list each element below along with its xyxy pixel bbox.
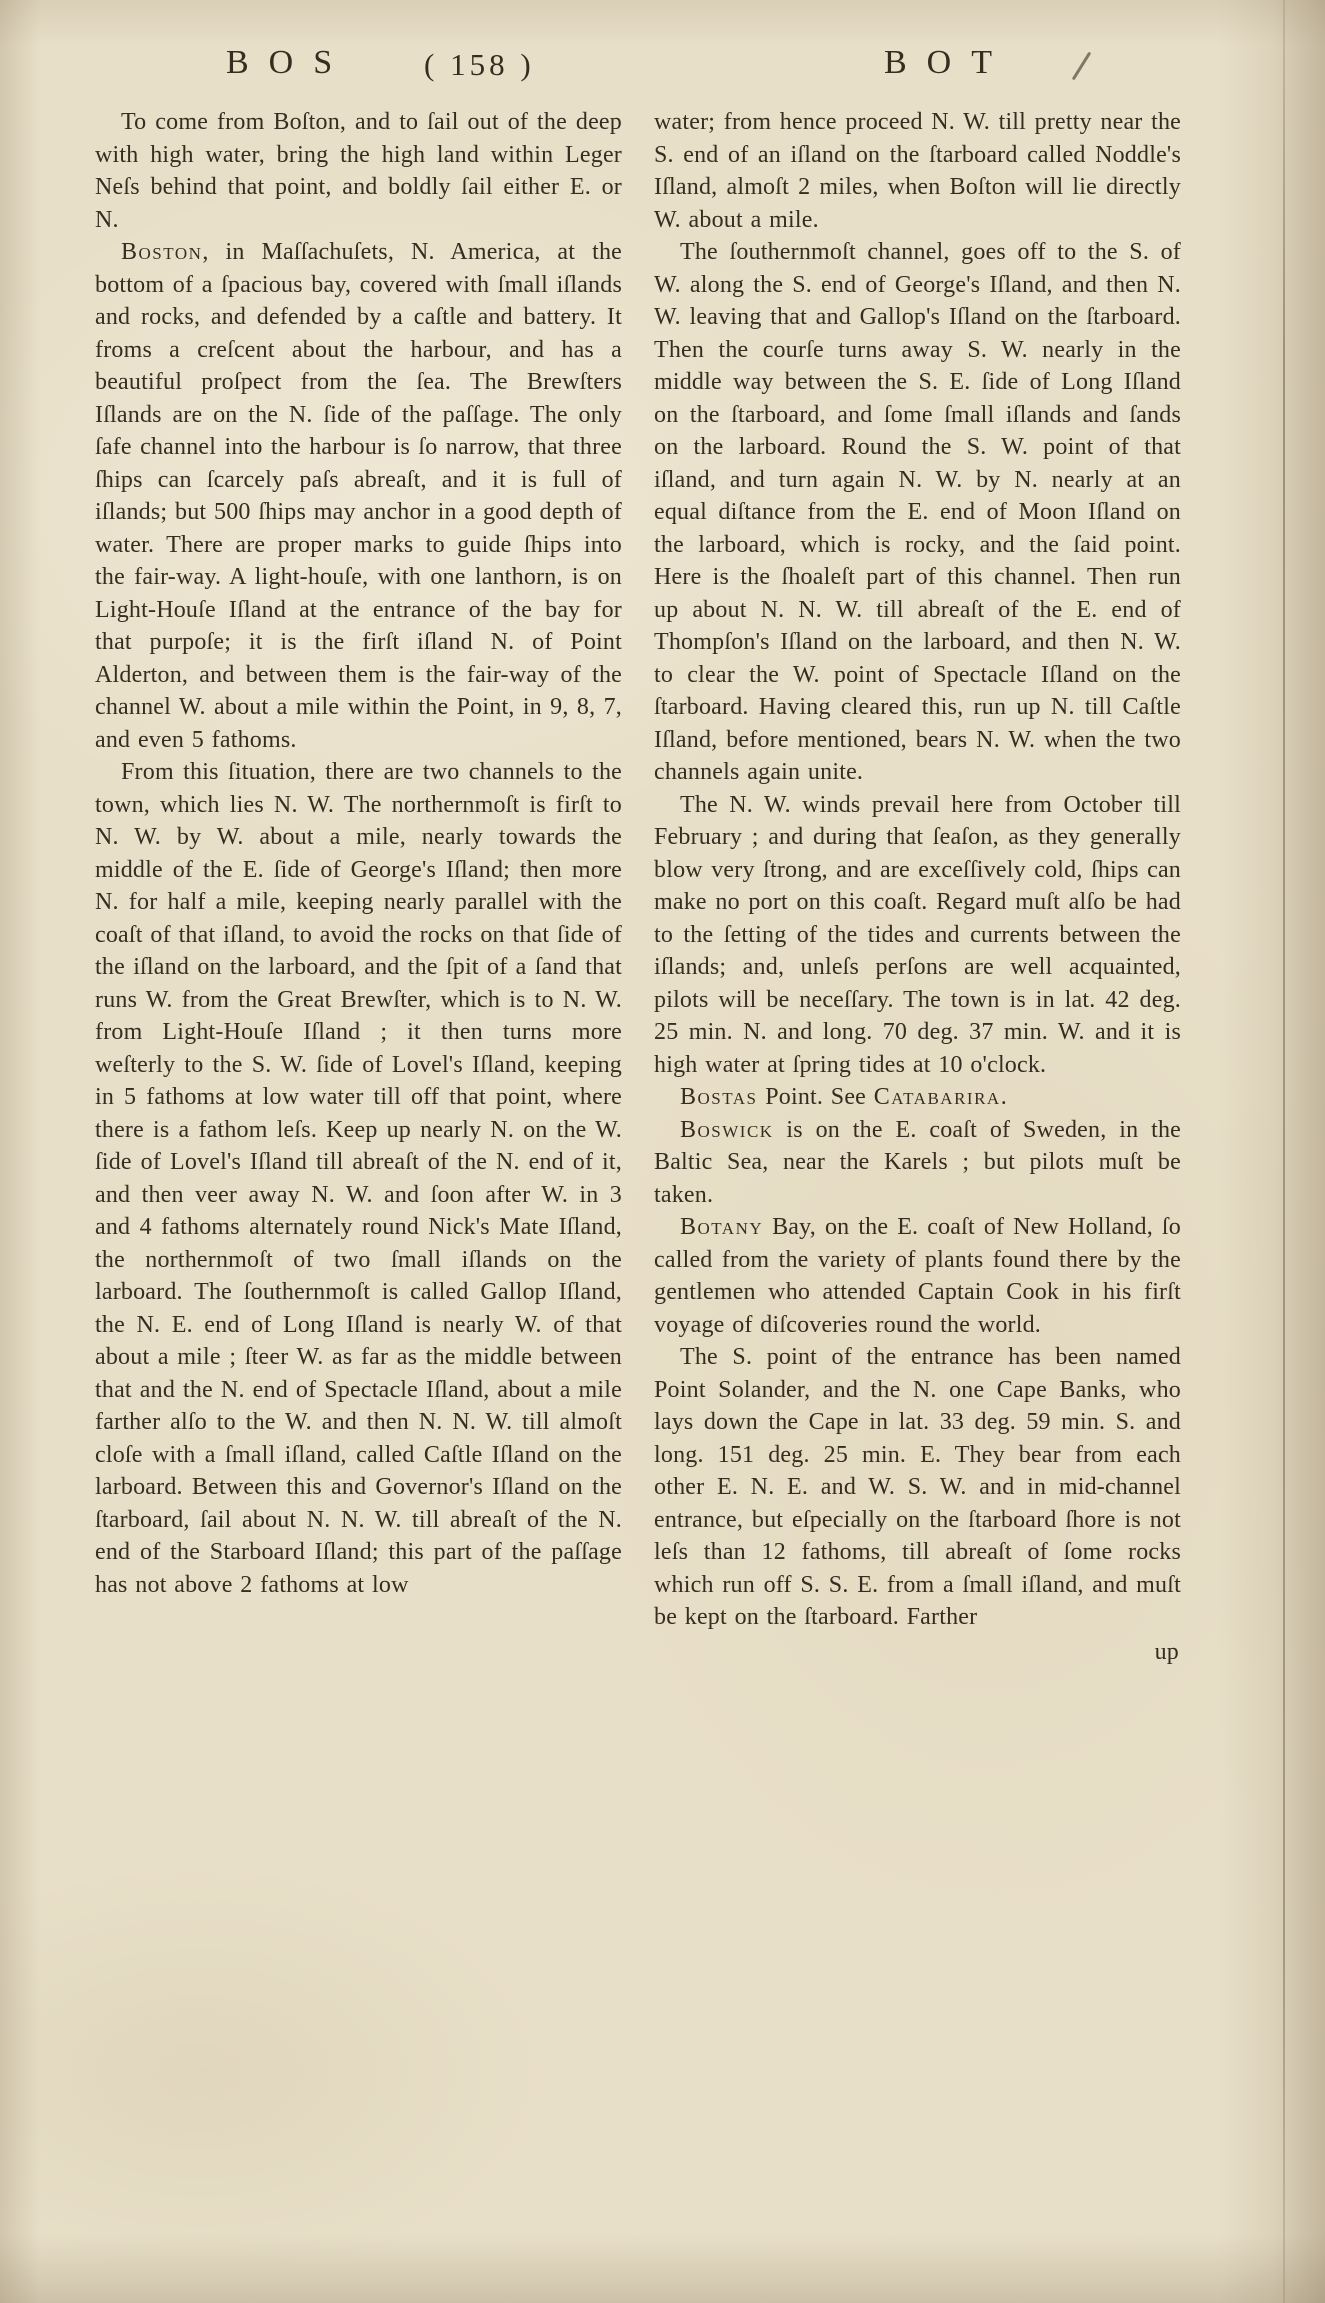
paragraph	[95, 106, 622, 236]
paragraph	[654, 1341, 1181, 1634]
paragraph-text: , in Maſſachuſets, N. America, at the bottom of a ſpacious bay, covered with ſmall iſlands and rocks, and defended by a caſtle and battery. It froms a creſcent about the harbour, and has a beautiful proſpect from the ſea. The Brewſters Iſlands are on the N. ſide of the paſſage. The only ſafe channel into the harbour is ſo narrow, that three ſhips can ſcarcely paſs abreaſt, and it is full of iſlands; but 500 ſhips may anchor in a good depth of water. There are proper marks to guide ſhips into the fair-way. A light-houſe, with one lanthorn, is on Light-Houſe Iſland at the entrance of the bay for that purpoſe; it is the firſt iſland N. of Point Alderton, and between them is the fair-way of the channel W. about a mile within the Point, in 9, 8, 7, and even 5 fathoms.	[95, 239, 622, 753]
paragraph-text: From this ſituation, there are two channels to the town, which lies N. W. The northernmoſt is firſt to N. W. by W. about a mile, nearly towards the middle of the E. ſide of George's Iſland; then more N. for half a mile, keeping nearly parallel with the coaſt of that iſland, to avoid the rocks on that ſide of the iſland on the larboard, and the ſpit of a ſand that runs W. from the Great Brewſter, which is to N. W. from Light-Houſe Iſland ; it then turns more weſterly to the S. W. ſide of Lovel's Iſland, keeping in 5 fathoms at low water till off that point, where there is a fathom leſs. Keep up nearly N. on the W. ſide of Lovel's Iſland till abreaſt of the N. end of it, and then veer away N. W. and ſoon after W. in 3 and 4 fathoms alternately round Nick's Mate Iſland, the northernmoſt of two ſmall iſlands on the larboard. The ſouthernmoſt is called Gallop Iſland, the N. E. end of Long Iſland is nearly W. of that about a mile ; ſteer W. as far as the middle between that and the N. end of Spectacle Iſland, about a mile farther alſo to the W. and then N. N. W. till almoſt cloſe with a ſmall iſland, called Caſtle Iſland on the larboard. Between this and Governor's Iſland on the ſtarboard, ſail about N. N. W. till abreaſt of the N. end of the Starboard Iſland; this part of the paſſage has not above 2 fathoms at low	[95, 759, 622, 1598]
right-column	[654, 106, 1181, 1668]
entry-lead: Boswick	[680, 1116, 774, 1143]
entry-paragraph	[95, 236, 622, 756]
page-header	[0, 0, 1325, 100]
entry-lead: Botany	[680, 1214, 764, 1240]
page-number: ( 158 )	[424, 47, 535, 82]
cross-reference: Catabarira	[873, 1084, 1001, 1110]
header-word-right: BOT	[884, 44, 1012, 81]
paragraph-text: To come from Boſton, and to ſail out of the deep with high water, bring the high land within Leger Neſs behind that point, and boldly ſail either E. or N.	[95, 109, 622, 233]
header-word-left: BOS	[226, 44, 353, 81]
entry-paragraph	[654, 1081, 1181, 1114]
left-column	[95, 106, 622, 1668]
paragraph-text: is on the E. coaſt of Sweden, in the Baltic Sea, near the Karels ; but pilots muſt be taken.	[654, 1116, 1181, 1208]
entry-paragraph	[654, 1114, 1181, 1212]
text-columns	[95, 106, 1181, 1668]
page-edge-line	[1283, 0, 1285, 2303]
paragraph	[654, 236, 1181, 789]
entry-paragraph	[654, 1211, 1181, 1341]
paragraph-text: The S. point of the entrance has been named Point Solander, and the N. one Cape Banks, who lays down the Cape in lat. 33 deg. 59 min. S. and long. 151 deg. 25 min. E. They bear from each other E. N. E. and W. S. W. and in mid-channel entrance, but eſpecially on the ſtarboard ſhore is not leſs than 12 fathoms, till abreaſt of ſome rocks which run off S. S. E. from a ſmall iſland, and muſt be kept on the ſtarboard. Farther	[654, 1344, 1181, 1630]
paragraph-text: Bay, on the E. coaſt of New Holland, ſo called from the variety of plants found there by the gentlemen who attended Captain Cook in his firſt voyage of diſcoveries round the world.	[654, 1214, 1181, 1338]
entry-lead: Boston	[121, 239, 203, 265]
paragraph-text: The ſouthernmoſt channel, goes off to the S. of W. along the S. end of George's Iſland, and then N. W. leaving that and Gallop's Iſland on the ſtarboard. Then the courſe turns away S. W. nearly in the middle way between the S. E. ſide of Long Iſland on the ſtarboard, and ſome ſmall iſlands and ſands on the larboard. Round the S. W. point of that iſland, and turn again N. W. by N. nearly at an equal diſtance from the E. end of Moon Iſland on the larboard, which is rocky, and the ſaid point. Here is the ſhoaleſt part of this channel. Then run up about N. N. W. till abreaſt of the E. end of Thompſon's Iſland on the larboard, and then N. W. to clear the W. point of Spectacle Iſland on the ſtarboard. Having cleared this, run up N. till Caſtle Iſland, before mentioned, bears N. W. when the two channels again unite.	[654, 239, 1181, 785]
paragraph-text: water; from hence proceed N. W. till pretty near the S. end of an iſland on the ſtarboard called Noddle's Iſland, almoſt 2 miles, when Boſton will lie directly W. about a mile.	[654, 109, 1181, 233]
paragraph-text: Point. See	[757, 1084, 874, 1110]
catchword: up	[1154, 1638, 1179, 1665]
paragraph	[95, 756, 622, 1601]
paragraph	[654, 789, 1181, 1082]
paragraph-text: .	[1000, 1084, 1007, 1110]
paragraph-text: The N. W. winds prevail here from October till February ; and during that ſeaſon, as they generally blow very ſtrong, and are exceſſively cold, ſhips can make no port on this coaſt. Regard muſt alſo be had to the ſetting of the tides and currents between the iſlands; and, unleſs perſons are well acquainted, pilots will be neceſſary. The town is in lat. 42 deg. 25 min. N. and long. 70 deg. 37 min. W. and it is high water at ſpring tides at 10 o'clock.	[654, 791, 1181, 1078]
entry-lead: Bostas	[680, 1084, 758, 1110]
continuation-paragraph	[654, 106, 1181, 236]
